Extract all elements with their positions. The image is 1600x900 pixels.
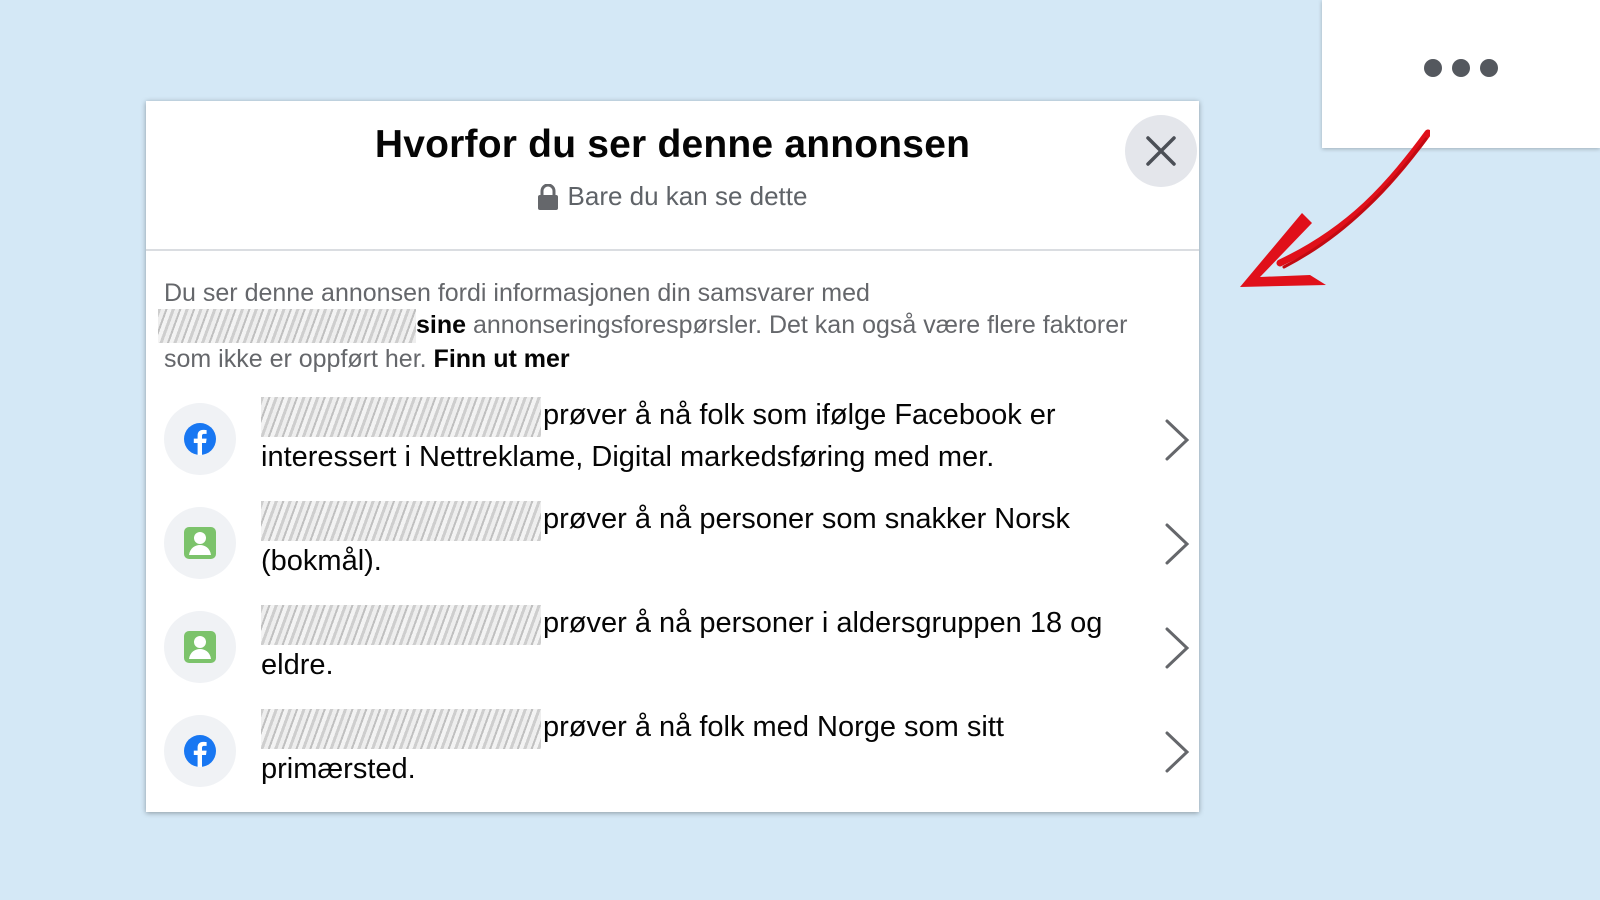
- facebook-icon-wrap: [164, 715, 236, 787]
- targeting-row-label: prøver å nå folk med Norge som sitt primærsted.: [261, 711, 1004, 785]
- redacted-advertiser: [261, 605, 541, 645]
- dot: [1480, 59, 1498, 77]
- red-arrow-icon: [1240, 125, 1430, 305]
- person-icon-wrap: [164, 507, 236, 579]
- facebook-icon: [183, 422, 217, 456]
- intro-part2: annonseringsforespørsler. Det kan også være flere faktorer som ikke er oppført her.: [164, 311, 1128, 374]
- targeting-row-text: [261, 603, 1129, 684]
- redacted-advertiser: [261, 397, 541, 437]
- targeting-row-label: prøver å nå folk som ifølge Facebook er interessert i Nettreklame, Digital markedsføring med mer.: [261, 399, 1056, 473]
- lock-icon: [538, 184, 558, 210]
- dialog-header: [146, 101, 1199, 251]
- person-icon-wrap: [164, 611, 236, 683]
- facebook-icon-wrap: [164, 403, 236, 475]
- targeting-row-label: prøver å nå personer som snakker Norsk (bokmål).: [261, 503, 1071, 577]
- targeting-row-text: [261, 499, 1129, 580]
- targeting-row-text: [261, 707, 1129, 788]
- targeting-list: [146, 395, 1199, 811]
- intro-part1: Du ser denne annonsen fordi informasjonen din samsvarer med: [164, 279, 870, 307]
- intro-bold: sine: [416, 311, 467, 339]
- targeting-row[interactable]: [146, 603, 1199, 707]
- more-options-icon[interactable]: [1424, 59, 1498, 77]
- person-icon: [183, 526, 217, 560]
- redacted-advertiser: [158, 309, 416, 343]
- targeting-row[interactable]: [146, 707, 1199, 811]
- close-button[interactable]: [1125, 115, 1197, 187]
- privacy-note-text: Bare du kan se dette: [567, 181, 808, 211]
- chevron-right-icon: [1163, 417, 1191, 463]
- intro-text: [146, 251, 1199, 375]
- chevron-right-icon: [1163, 521, 1191, 567]
- targeting-row[interactable]: [146, 499, 1199, 603]
- why-am-i-seeing-this-ad-dialog: [146, 101, 1199, 812]
- chevron-right-icon: [1163, 625, 1191, 671]
- dialog-title: Hvorfor du ser denne annonsen: [374, 123, 971, 166]
- redacted-advertiser: [261, 501, 541, 541]
- close-icon: [1145, 135, 1177, 167]
- person-icon: [183, 630, 217, 664]
- dot: [1452, 59, 1470, 77]
- learn-more-link[interactable]: Finn ut mer: [433, 345, 570, 374]
- targeting-row[interactable]: [146, 395, 1199, 499]
- redacted-advertiser: [261, 709, 541, 749]
- facebook-icon: [183, 734, 217, 768]
- dot: [1424, 59, 1442, 77]
- targeting-row-text: [261, 395, 1129, 476]
- targeting-row-label: prøver å nå personer i aldersgruppen 18 og eldre.: [261, 607, 1103, 681]
- privacy-note: [146, 181, 1199, 212]
- chevron-right-icon: [1163, 729, 1191, 775]
